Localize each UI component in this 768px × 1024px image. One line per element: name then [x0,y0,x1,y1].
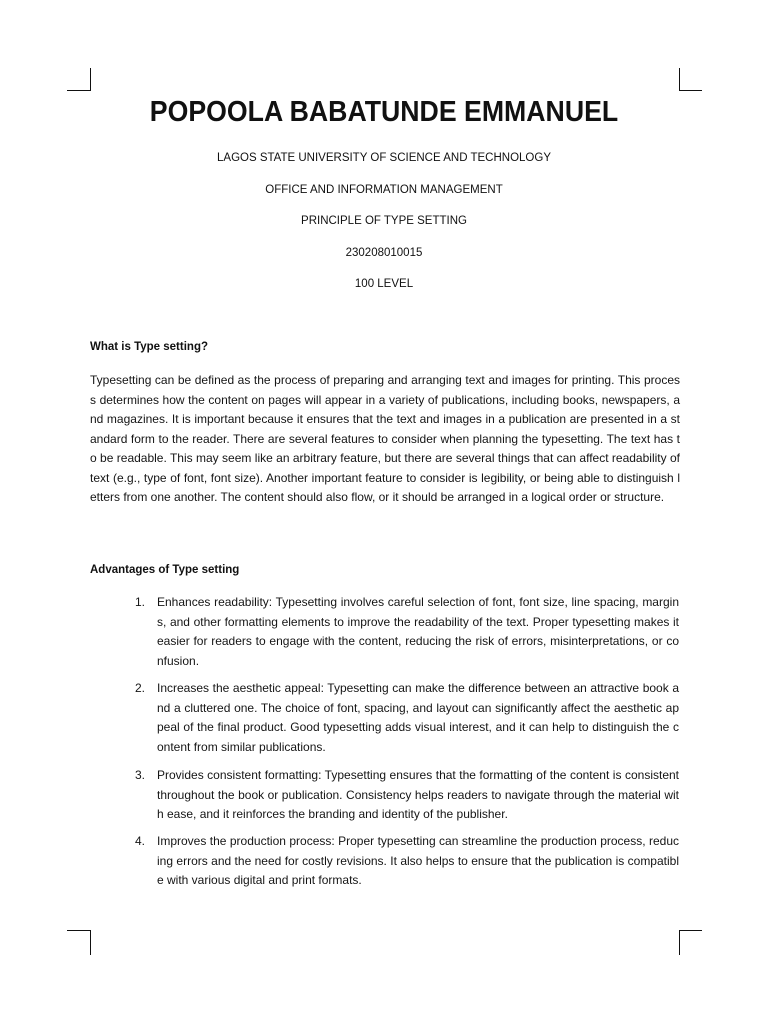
crop-mark-top-left [67,68,91,91]
section-heading-what-is-typesetting: What is Type setting? [90,341,208,353]
department-line: OFFICE AND INFORMATION MANAGEMENT [265,184,503,196]
definition-paragraph: Typesetting can be defined as the process of preparing and arranging text and images for printing. This process determines how the content on pages will appear in a variety of publications, including books, newspapers, and magazines. It is important because it ensures that the text and images in a publication are presented in a standard form to the reader. There are several features to consider when planning the typesetting. The text has to be readable. This may seem like an arbitrary feature, but there are several things that can affect readability of text (e.g., type of font, font size). Another important feature to consider is legibility, or being able to distinguish letters from one another. The content should also flow, or it should be arranged in a logical order or structure. [90,373,680,504]
crop-mark-bottom-left [67,930,91,955]
list-item-text: Increases the aesthetic appeal: Typesetting can make the difference between an attractive book and a cluttered one. The choice of font, spacing, and layout can significantly affect the aesthetic appeal of the final product. Good typesetting adds visual interest, and it can help to distinguish the content from similar publications. [157,681,679,754]
list-item-text: Provides consistent formatting: Typesetting ensures that the formatting of the content is consistent throughout the book or publication. Consistency helps readers to navigate through the material with ease, and it reinforces the branding and identity of the publisher. [157,768,679,821]
list-item-number: 4. [135,834,146,848]
section-heading-advantages: Advantages of Type setting [90,564,240,576]
institution-line: LAGOS STATE UNIVERSITY OF SCIENCE AND TECHNOLOGY [217,152,551,164]
matric-number-line: 230208010015 [345,247,423,259]
list-item-number: 1. [135,595,146,609]
level-line: 100 LEVEL [354,278,414,290]
author-name-title: POPOOLA BABATUNDE EMMANUEL [149,96,619,128]
crop-mark-top-right [679,68,702,91]
crop-mark-bottom-right [679,930,702,955]
list-item-number: 2. [135,681,146,695]
course-line: PRINCIPLE OF TYPE SETTING [301,215,467,227]
list-item-number: 3. [135,768,146,782]
list-item-text: Improves the production process: Proper typesetting can streamline the production process, reducing errors and the need for costly revisions. It also helps to ensure that the publication is compatible with various digital and print formats. [157,834,679,887]
list-item-text: Enhances readability: Typesetting involves careful selection of font, font size, line spacing, margins, and other formatting elements to improve the readability of the text. Proper typesetting makes it easier for readers to engage with the content, reducing the risk of errors, misinterpretations, or confusion. [157,595,679,668]
